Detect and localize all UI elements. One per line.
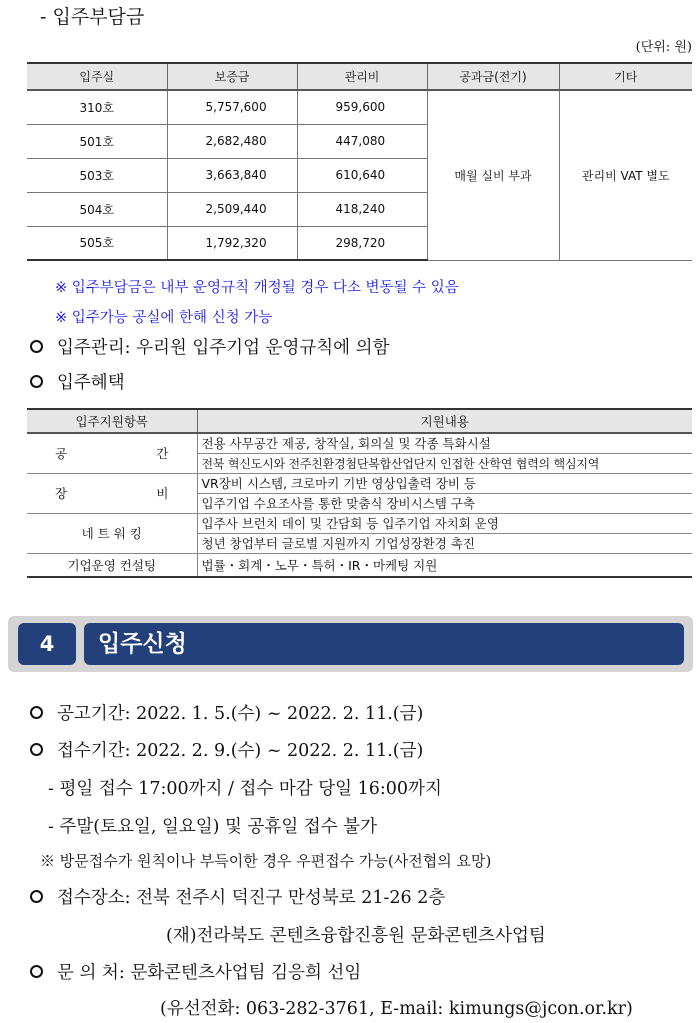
header-room: 입주실	[27, 63, 167, 90]
table-row	[27, 513, 692, 533]
notice-period-line	[30, 700, 423, 725]
weekend-notice: - 주말(토요일, 일요일) 및 공휴일 접수 불가	[48, 817, 377, 837]
table-row	[27, 90, 692, 124]
category-consulting: 기업운영 컨설팅	[27, 553, 197, 577]
management-text: 입주관리: 우리원 입주기업 운영규칙에 의함	[57, 338, 390, 358]
room-cell: 505호	[27, 226, 167, 260]
fee-note-2: ※ 입주가능 공실에 한해 신청 가능	[55, 310, 273, 326]
deposit-cell: 2,682,480	[167, 124, 297, 158]
reception-period: 접수기간: 2022. 2. 9.(수) ~ 2022. 2. 11.(금)	[57, 741, 424, 761]
section-title: 입주신청	[84, 623, 684, 665]
fee-cell: 610,640	[297, 158, 427, 192]
reception-period-line	[30, 737, 423, 762]
management-line	[30, 334, 389, 359]
header-etc: 기타	[559, 63, 692, 90]
notice-period: 공고기간: 2022. 1. 5.(수) ~ 2022. 2. 11.(금)	[57, 704, 424, 724]
support-table	[27, 408, 692, 578]
fee-cell: 447,080	[297, 124, 427, 158]
contact-label: 문 의 처:	[57, 963, 125, 983]
contact-detail: (유선전화: 063-282-3761, E-mail: kimungs@jcon.or.kr)	[160, 999, 633, 1019]
category-equipment: 장 비	[27, 473, 197, 513]
deposit-cell: 5,757,600	[167, 90, 297, 124]
section-number: 4	[18, 623, 76, 665]
header-support-content: 지원내용	[197, 409, 692, 433]
table-row	[27, 553, 692, 577]
header-deposit: 보증금	[167, 63, 297, 90]
support-item: 법률・회계・노무・특허・IR・마케팅 지원	[197, 553, 692, 577]
deposit-cell: 3,663,840	[167, 158, 297, 192]
support-item: 입주기업 수요조사를 통한 맞춤식 장비시스템 구축	[197, 493, 692, 513]
header-support-item: 입주지원항목	[27, 409, 197, 433]
circle-bullet-icon	[30, 743, 43, 756]
support-item: 입주사 브런치 데이 및 간담회 등 입주기업 자치회 운영	[197, 513, 692, 533]
room-cell: 504호	[27, 192, 167, 226]
fee-note-1: ※ 입주부담금은 내부 운영규칙 개정될 경우 다소 변동될 수 있음	[55, 280, 459, 296]
contact: 문화콘텐츠사업팀 김응희 선임	[130, 963, 362, 983]
support-item: 청년 창업부터 글로벌 지원까지 기업성장환경 촉진	[197, 533, 692, 553]
category-space: 공 간	[27, 433, 197, 473]
category-networking: 네 트 워 킹	[27, 513, 197, 553]
support-item: 전용 사무공간 제공, 창작실, 회의실 및 각종 특화시설	[197, 433, 692, 453]
circle-bullet-icon	[30, 965, 43, 978]
support-table-header	[27, 409, 692, 433]
support-item: 전북 혁신도시와 전주친환경첨단복합산업단지 인접한 산학연 협력의 핵심지역	[197, 453, 692, 473]
benefits-line	[30, 369, 125, 394]
fee-cell: 418,240	[297, 192, 427, 226]
fee-cell: 298,720	[297, 226, 427, 260]
contact-line	[30, 959, 361, 984]
circle-bullet-icon	[30, 375, 43, 388]
visit-note: ※ 방문접수가 원칙이나 부득이한 경우 우편접수 가능(사전협의 요망)	[40, 852, 492, 870]
place: 접수장소: 전북 전주시 덕진구 만성북로 21-26 2층	[57, 888, 446, 908]
fee-table	[27, 62, 692, 261]
place-line	[30, 884, 445, 909]
benefits-title: 입주혜택	[57, 373, 125, 393]
etc-cell: 관리비 VAT 별도	[559, 90, 692, 260]
place-org: (재)전라북도 콘텐츠융합진흥원 문화콘텐츠사업팀	[166, 926, 546, 946]
circle-bullet-icon	[30, 706, 43, 719]
table-row	[27, 433, 692, 453]
fee-table-header	[27, 63, 692, 90]
header-fee: 관리비	[297, 63, 427, 90]
room-cell: 503호	[27, 158, 167, 192]
fee-section-title: - 입주부담금	[40, 6, 145, 28]
room-cell: 501호	[27, 124, 167, 158]
header-utilities: 공과금(전기)	[427, 63, 559, 90]
section-banner	[8, 616, 693, 672]
unit-label: (단위: 원)	[635, 40, 692, 55]
support-item: VR장비 시스템, 크로마키 기반 영상입출력 장비 등	[197, 473, 692, 493]
deposit-cell: 1,792,320	[167, 226, 297, 260]
weekday-hours: - 평일 접수 17:00까지 / 접수 마감 당일 16:00까지	[48, 779, 442, 799]
utilities-cell: 매월 실비 부과	[427, 90, 559, 260]
circle-bullet-icon	[30, 340, 43, 353]
room-cell: 310호	[27, 90, 167, 124]
fee-cell: 959,600	[297, 90, 427, 124]
circle-bullet-icon	[30, 890, 43, 903]
table-row	[27, 473, 692, 493]
deposit-cell: 2,509,440	[167, 192, 297, 226]
